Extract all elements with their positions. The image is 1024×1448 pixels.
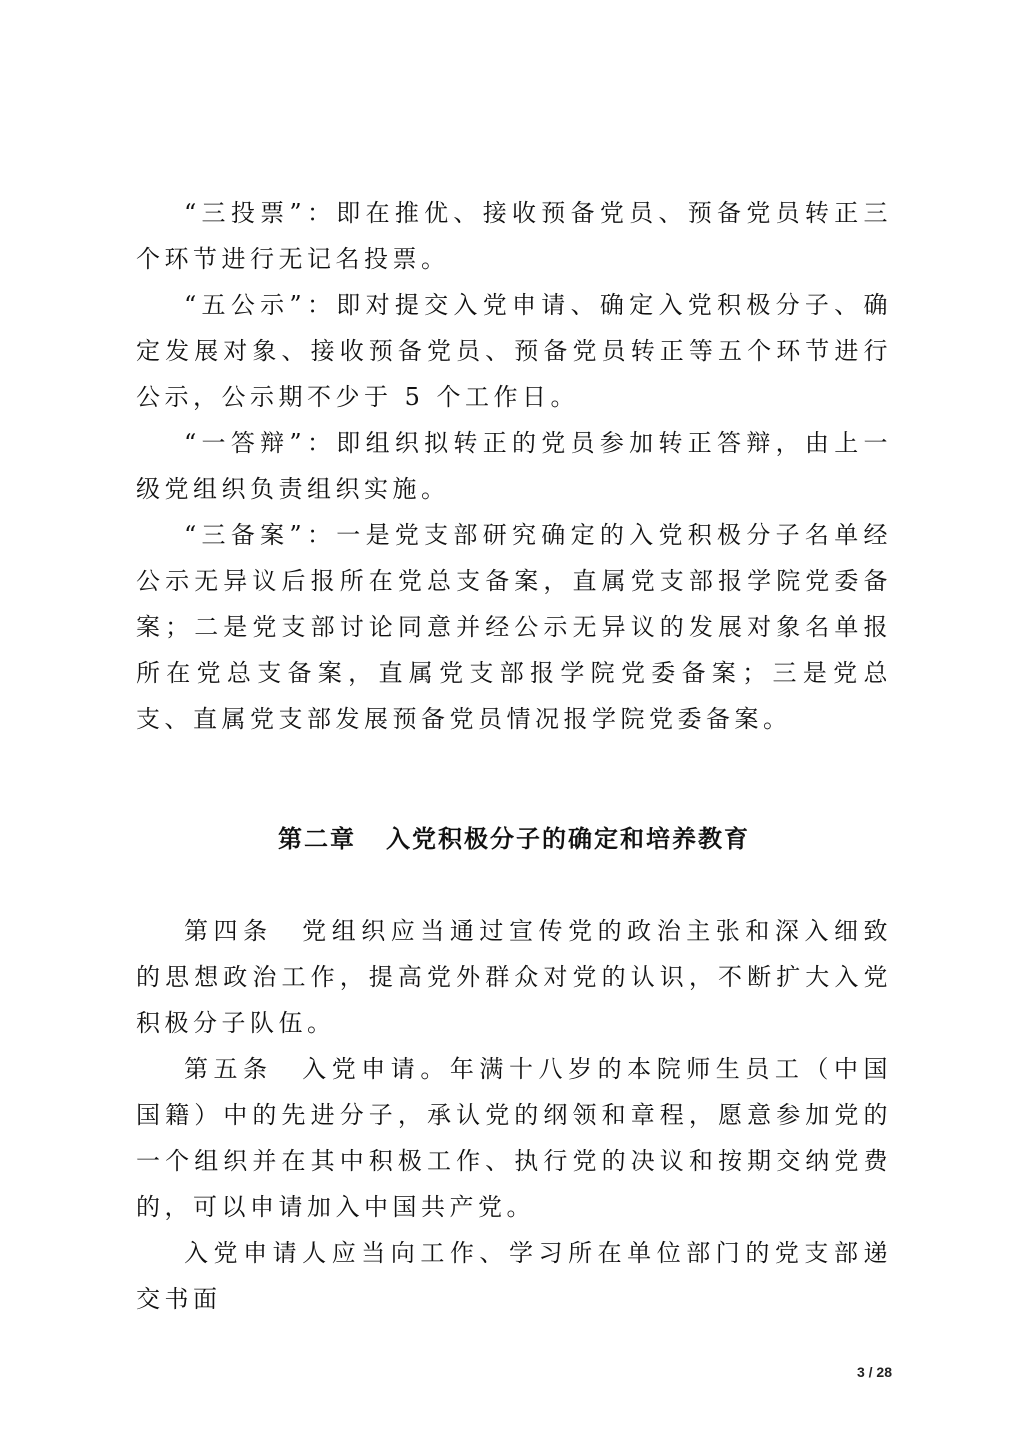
article-4-paragraph: 第四条 党组织应当通过宣传党的政治主张和深入细致的思想政治工作，提高党外群众对党的认识，不断扩大入党积极分子队伍。: [136, 917, 892, 1037]
paragraph-three-filings: “三备案”：一是党支部研究确定的入党积极分子名单经公示无异议后报所在党总支备案，直属党支部报学院党委备案；二是党支部讨论同意并经公示无异议的发展对象名单报所在党总支备案，直属党支部报学院党委备案；三是党总支、直属党支部发展预备党员情况报学院党委备案。: [136, 521, 892, 733]
article-5-paragraph: 第五条 入党申请。年满十八岁的本院师生员工（中国国籍）中的先进分子，承认党的纲领和章程，愿意参加党的一个组织并在其中积极工作、执行党的决议和按期交纳党费的，可以申请加入中国共产党。: [136, 1055, 892, 1221]
chapter-number: 第二章: [278, 824, 356, 853]
chapter-heading: [136, 816, 892, 862]
chapter-title: 入党积极分子的确定和培养教育: [386, 824, 750, 853]
application-paragraph: 入党申请人应当向工作、学习所在单位部门的党支部递交书面: [136, 1239, 892, 1313]
section-1-text: [136, 190, 892, 742]
page-number: 3 / 28: [856, 1364, 892, 1380]
section-2-text: [136, 908, 892, 1322]
paragraph-five-publicity: “五公示”：即对提交入党申请、确定入党积极分子、确定发展对象、接收预备党员、预备党员转正等五个环节进行公示，公示期不少于 5 个工作日。: [136, 291, 892, 411]
paragraph-one-defense: “一答辩”：即组织拟转正的党员参加转正答辩，由上一级党组织负责组织实施。: [136, 429, 892, 503]
paragraph-three-votes: “三投票”：即在推优、接收预备党员、预备党员转正三个环节进行无记名投票。: [136, 199, 892, 273]
